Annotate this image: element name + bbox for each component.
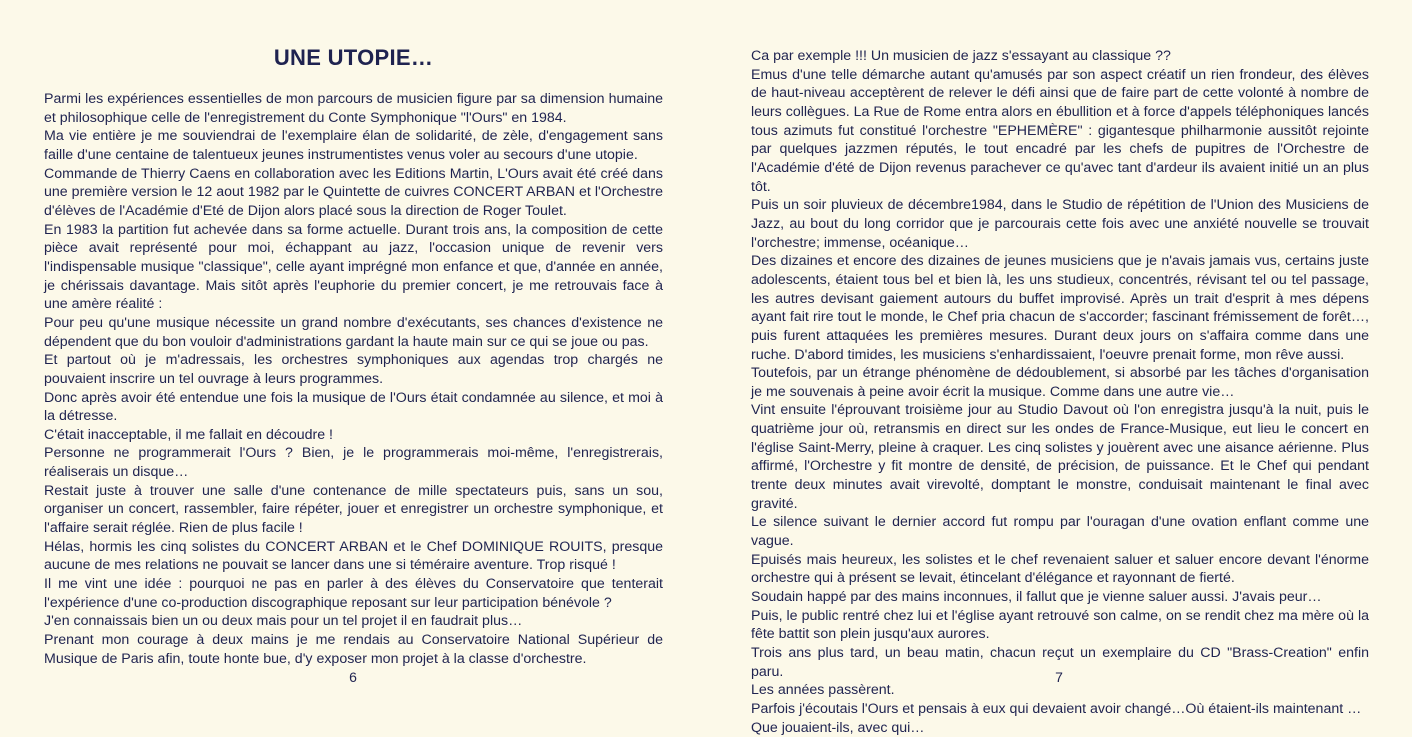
chapter-title: UNE UTOPIE… bbox=[273, 45, 434, 70]
paragraph: Soudain happé par des mains inconnues, il fallut que je vienne saluer aussi. J'avais peur… bbox=[751, 589, 1322, 606]
page-number-left: 6 bbox=[349, 669, 357, 685]
paragraph: Pour peu qu'une musique nécessite un grand nombre d'exécutants, ses chances d'existence ne dépendent que du bon vouloir d'administrations gardant la haute main sur ce qui se joue ou pas. bbox=[44, 314, 663, 350]
paragraph: Ma vie entière je me souviendrai de l'exemplaire élan de solidarité, de zèle, d'engagement sans faille d'une centaine de talentueux jeunes instrumentistes venus voler au secours d'une utopie. bbox=[44, 128, 663, 163]
paragraph: Epuisés mais heureux, les solistes et le chef revenaient saluer et saluer encore devant l'énorme orchestre qui à présent se levait, étincelant d'élégance et rayonnant de fierté. bbox=[751, 551, 1369, 587]
paragraph: Et partout où je m'adressais, les orchestres symphoniques aux agendas trop chargés ne pouvaient inscrire un tel ouvrage à leurs programmes. bbox=[44, 352, 663, 387]
paragraph: Puis, le public rentré chez lui et l'église ayant retrouvé son calme, on se rendit chez ma mère où la fête battit son plein jusqu'aux aurores. bbox=[751, 607, 1369, 643]
paragraph: En 1983 la partition fut achevée dans sa forme actuelle. Durant trois ans, la composition de cette pièce avait représenté pour moi, échappant au jazz, l'occasion unique de revenir vers l'indispensable musique "classique", celle ayant imprégné mon enfance et que, d'année en année, je chérissais davantage. Mais sitôt après l'euphorie du premier concert, je me retrouvais face à une amère réalité : bbox=[44, 221, 663, 313]
paragraph: Prenant mon courage à deux mains je me rendais au Conservatoire National Supérieur de Musique de Paris afin, toute honte bue, d'y exposer mon projet à la classe d'orchestre. bbox=[44, 632, 663, 667]
paragraph: C'était inacceptable, il me fallait en découdre ! bbox=[44, 426, 333, 443]
paragraph: Hélas, hormis les cinq solistes du CONCERT ARBAN et le Chef DOMINIQUE ROUITS, presque aucune de mes relations ne pouvait se lancer dans une si téméraire aventure. Trop risqué ! bbox=[44, 538, 663, 574]
paragraph: Personne ne programmerait l'Ours ? Bien, je le programmerais moi-même, l'enregistrerais, réaliserais un disque… bbox=[44, 445, 663, 481]
paragraph: Parmi les expériences essentielles de mon parcours de musicien figure par sa dimension humaine et philosophique celle de l'enregistrement du Conte Symphonique "l'Ours" en 1984. bbox=[44, 91, 663, 126]
paragraph: Des dizaines et encore des dizaines de jeunes musiciens que je n'avais jamais vus, certains juste adolescents, étaient tous bel et bien là, les uns studieux, concentrés, révisant tel ou tel passage, les autres devisant gaiement autours du buffet improvisé. Après un trait d'esprit à mes dépens ayant fait rire tout le monde, le Chef pria chacun de s'accorder; fascinant frémissement de forêt…, puis furent attaquées les premières mesures. Durant deux jours on s'affaira comme dans une ruche. D'abord timides, les musiciens s'enhardissaient, l'oeuvre prenait forme, mon rêve aussi. bbox=[751, 253, 1369, 363]
paragraph: Parfois j'écoutais l'Ours et pensais à eux qui devaient avoir changé…Où étaient-ils maintenant … bbox=[751, 700, 1362, 717]
paragraph: Ca par exemple !!! Un musicien de jazz s'essayant au classique ?? bbox=[751, 48, 1171, 64]
paragraph: Les années passèrent. bbox=[751, 682, 895, 699]
paragraph: Donc après avoir été entendue une fois la musique de l'Ours était condamnée au silence, et moi à la détresse. bbox=[44, 389, 663, 425]
paragraph: Trois ans plus tard, un beau matin, chacun reçut un exemplaire du CD "Brass-Creation" enfin paru. bbox=[751, 645, 1369, 680]
right-page-body bbox=[751, 47, 1369, 737]
paragraph: Il me vint une idée : pourquoi ne pas en parler à des élèves du Conservatoire que tenterait l'expérience d'une co-production discographique reposant sur leur participation bénévole ? bbox=[44, 576, 663, 611]
paragraph: Commande de Thierry Caens en collaboration avec les Editions Martin, L'Ours avait été créé dans une première version le 12 aout 1982 par le Quintette de cuivres CONCERT ARBAN et l'Orchestre d'élèves de l'Académie d'Eté de Dijon alors placé sous la direction de Roger Toulet. bbox=[44, 165, 663, 219]
paragraph: Que jouaient-ils, avec qui… bbox=[751, 719, 925, 736]
paragraph: Emus d'une telle démarche autant qu'amusés par son aspect créatif un rien frondeur, des élèves de haut-niveau acceptèrent de relever le défi ainsi que de faire part de cette volonté à nombre de leurs collègues. La Rue de Rome entra alors en ébullition et à force d'appels téléphoniques lancés tous azimuts fut constitué l'orchestre "EPHEMÈRE" : gigantesque philharmonie aussitôt rejointe par quelques jazzmen réputés, le tout encadré par les chefs de pupitres de l'Orchestre de l'Académie d'été de Dijon revenus parachever ce qu'avec tant d'ardeur ils avaient initié un an plus tôt. bbox=[751, 66, 1369, 195]
paragraph: Vint ensuite l'éprouvant troisième jour au Studio Davout où l'on enregistra jusqu'à la nuit, puis le quatrième jour où, retransmis en direct sur les ondes de France-Musique, eut lieu le concert en l'église Saint-Merry, pleine à craquer. Les cinq solistes y jouèrent avec une aisance aérienne. Plus affirmé, l'Orchestre y fit montre de densité, de précision, de puissance. Et le Chef qui pendant trente deux minutes avait virevolté, domptant le monstre, conduisait maintenant le final avec gravité. bbox=[751, 402, 1369, 512]
paragraph: Le silence suivant le dernier accord fut rompu par l'ouragan d'une ovation enflant comme une vague. bbox=[751, 514, 1369, 550]
left-page-body bbox=[44, 90, 663, 668]
page-number-right: 7 bbox=[1055, 669, 1063, 685]
paragraph: Toutefois, par un étrange phénomène de dédoublement, si absorbé par les tâches d'organisation je me souvenais à peine avoir écrit la musique. Comme dans une autre vie… bbox=[751, 365, 1369, 400]
paragraph: J'en connaissais bien un ou deux mais pour un tel projet il en faudrait plus… bbox=[44, 613, 523, 630]
paragraph: Restait juste à trouver une salle d'une contenance de mille spectateurs puis, sans un sou, organiser un concert, rassembler, faire répéter, jouer et enregistrer un orchestre symphonique, et l'affaire serait réglée. Rien de plus facile ! bbox=[44, 482, 663, 537]
paragraph: Puis un soir pluvieux de décembre1984, dans le Studio de répétition de l'Union des Musiciens de Jazz, au bout du long corridor que je parcourais cette fois avec une anxiété nouvelle se trouvait l'orchestre; immense, océanique… bbox=[751, 197, 1369, 251]
